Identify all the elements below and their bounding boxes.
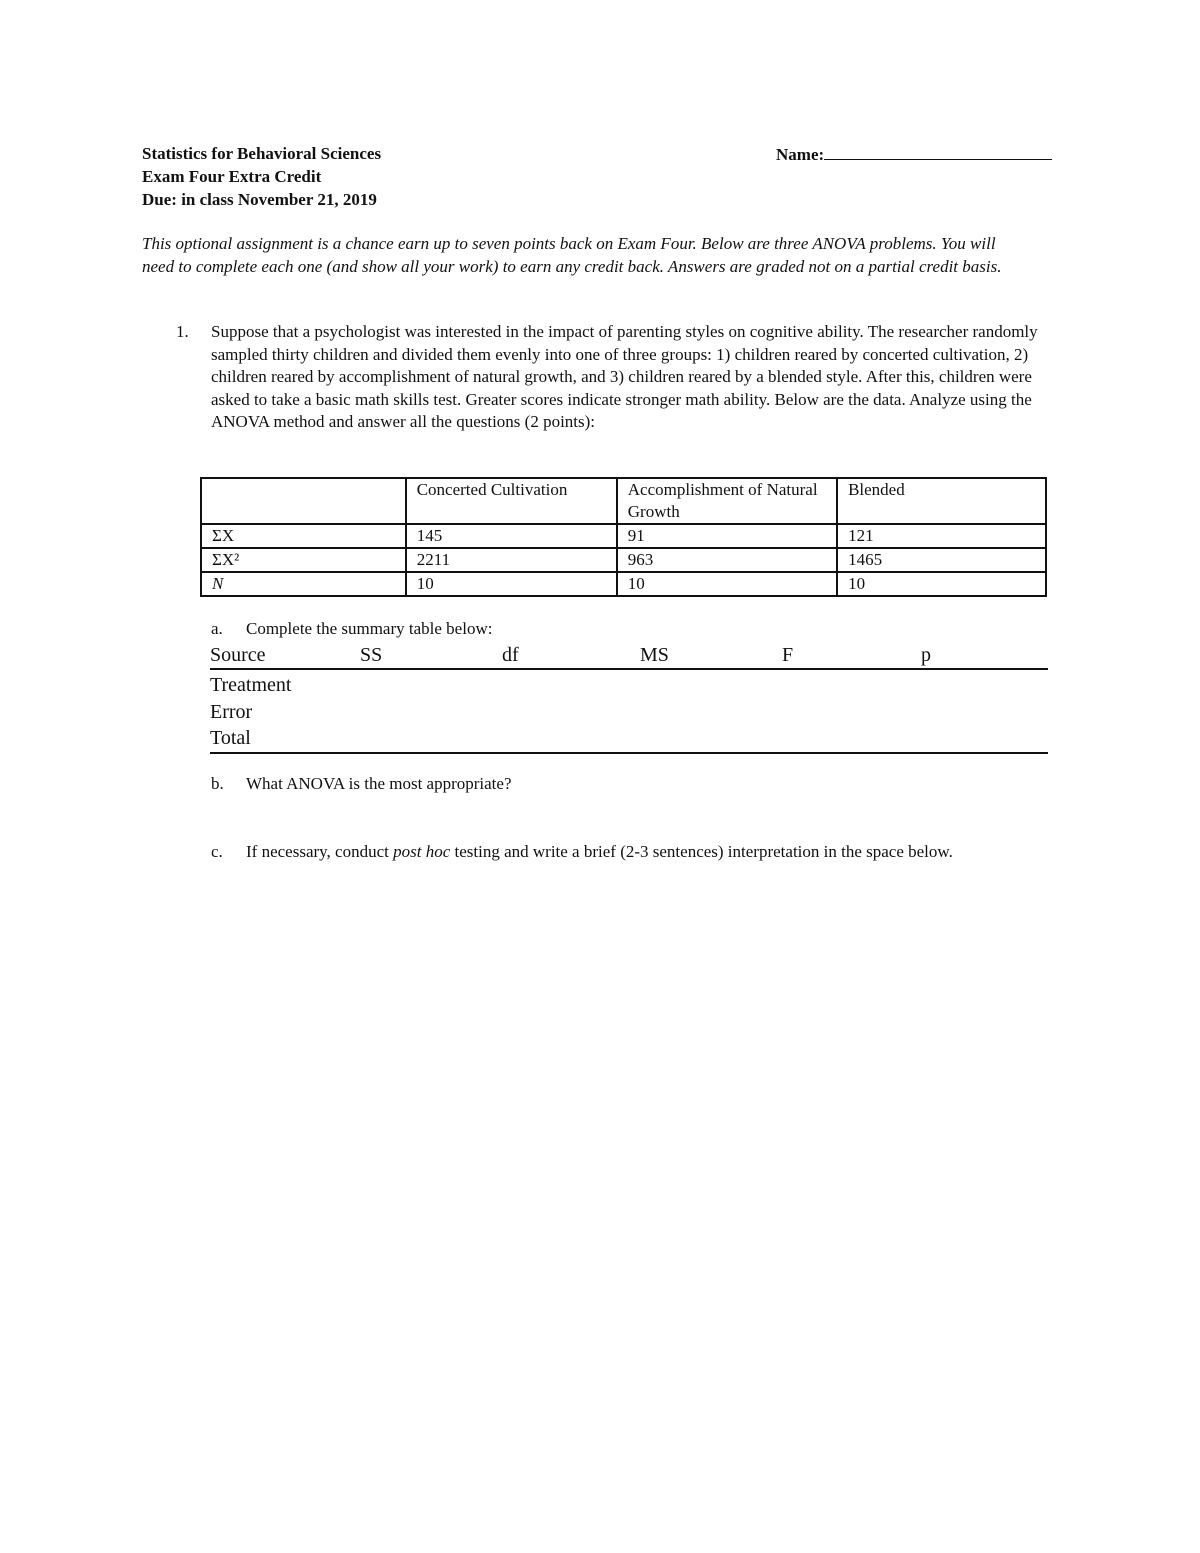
row-label: ΣX (201, 524, 406, 548)
summary-bottom-rule (210, 752, 1048, 754)
summary-row-label: Treatment (210, 674, 292, 696)
table-cell: 91 (617, 524, 837, 548)
subquestion-text: What ANOVA is the most appropriate? (246, 774, 512, 793)
summary-header-df: df (502, 644, 519, 666)
table-header-cell: Concerted Cultivation (406, 478, 617, 524)
question-text: Suppose that a psychologist was interested in the impact of parenting styles on cognitive ability. The researcher randomly sampled thirty children and divided them evenly into one of three groups: 1) children reared by concerted cultivation, 2) children reared by accomplishment of natural growth, and 3) children reared by a blended style. After this, children were asked to take a basic math skills test. Greater scores indicate stronger math ability. Below are the data. Analyze using the ANOVA method and answer all the questions (2 points): (211, 322, 1038, 431)
course-title: Statistics for Behavioral Sciences (142, 144, 382, 163)
summary-row-label: Error (210, 700, 253, 723)
table-cell: 1465 (837, 548, 1046, 572)
summary-row-label: Total (210, 727, 251, 749)
subquestion-text (246, 841, 1031, 864)
subquestion-text: Complete the summary table below: (246, 619, 493, 638)
exam-title: Exam Four Extra Credit (142, 167, 322, 186)
subquestion-text-italic: post hoc (393, 842, 451, 861)
subquestion-label: a. (211, 619, 223, 638)
name-label: Name: (776, 145, 825, 164)
question-number: 1. (176, 322, 189, 341)
summary-header-ss: SS (360, 644, 383, 666)
table-header-cell (201, 478, 406, 524)
table-header-cell: Blended (837, 478, 1046, 524)
name-blank-line[interactable] (824, 142, 1052, 160)
subquestion-label: c. (211, 842, 223, 861)
table-cell: 10 (837, 572, 1046, 596)
row-label: N (201, 572, 406, 596)
subquestion-label: b. (211, 774, 224, 793)
table-cell: 10 (406, 572, 617, 596)
summary-row (210, 725, 1048, 752)
subquestion-text-part: If necessary, conduct (246, 842, 394, 861)
table-cell: 2211 (406, 548, 617, 572)
summary-header-row (210, 642, 1048, 670)
subquestion-text-part: testing and write a brief (2-3 sentences) interpretation in the space below. (450, 842, 953, 861)
name-field (776, 142, 1052, 166)
header-block (142, 142, 381, 211)
summary-table (210, 642, 1048, 754)
table-cell: 10 (617, 572, 837, 596)
data-table (200, 477, 1047, 597)
table-header-cell: Accomplishment of Natural Growth (617, 478, 837, 524)
intro-paragraph: This optional assignment is a chance earn up to seven points back on Exam Four. Below are three ANOVA problems. You will need to complete each one (and show all your work) to earn any credit back. Answers are graded not on a partial credit basis. (142, 234, 1002, 276)
summary-header-p: p (921, 644, 931, 666)
subquestion-c (211, 841, 1031, 864)
table-header-row (201, 478, 1046, 524)
table-cell: 121 (837, 524, 1046, 548)
summary-header-f: F (782, 644, 794, 666)
summary-row (210, 699, 1048, 726)
summary-header-ms: MS (640, 644, 669, 666)
summary-header-source: Source (210, 644, 266, 666)
table-cell: 963 (617, 548, 837, 572)
summary-row (210, 672, 1048, 699)
due-date: Due: in class November 21, 2019 (142, 190, 377, 209)
table-row (201, 524, 1046, 548)
table-row (201, 572, 1046, 596)
table-cell: 145 (406, 524, 617, 548)
row-label: ΣX² (201, 548, 406, 572)
table-row (201, 548, 1046, 572)
